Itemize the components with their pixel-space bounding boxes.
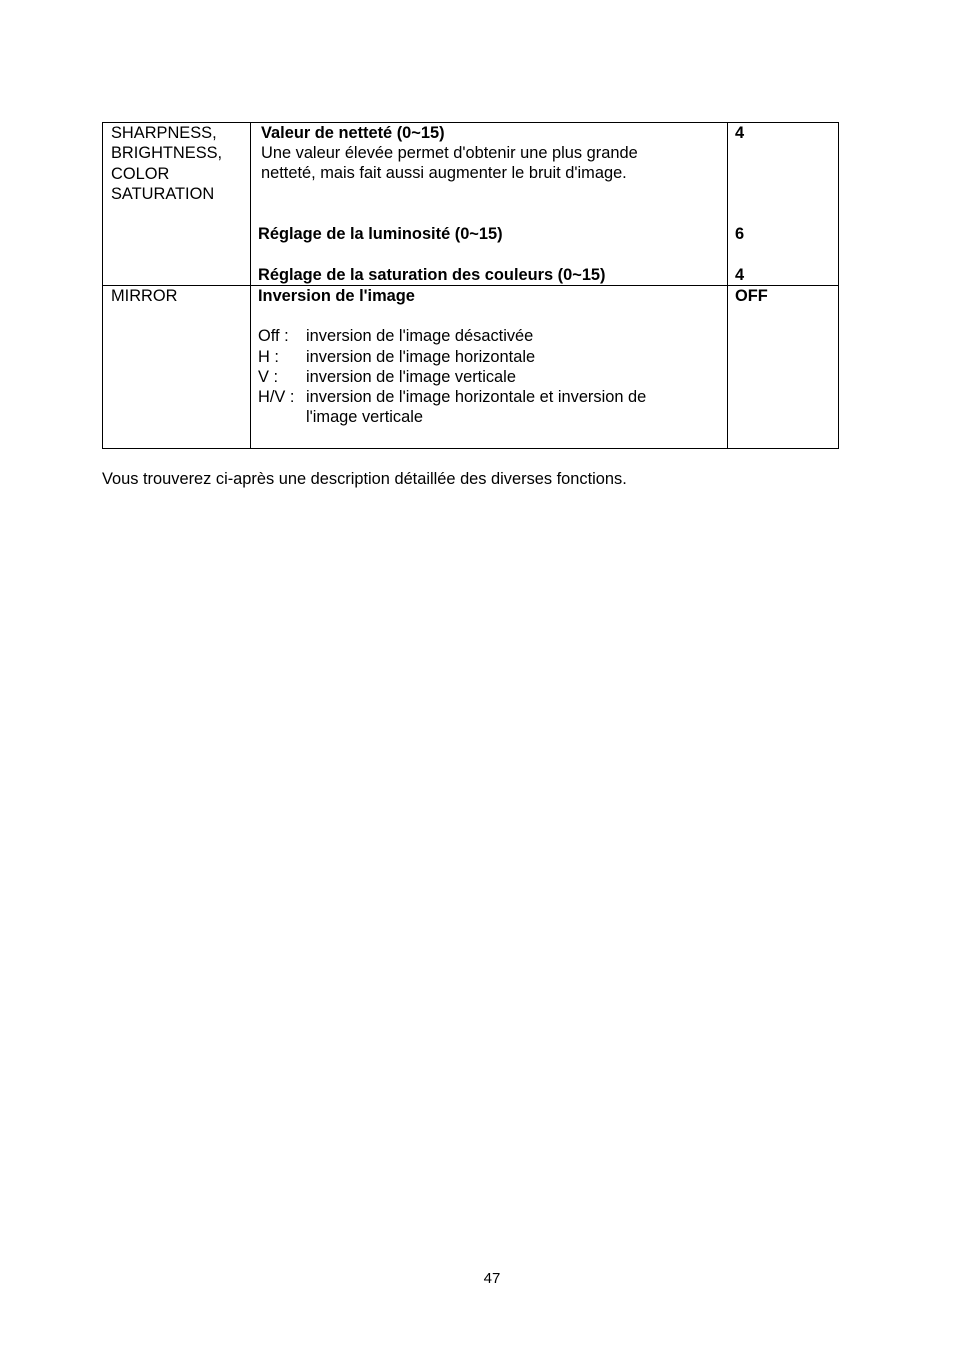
mirror-option-key: H/V :: [258, 388, 295, 406]
mirror-option-key: Off :: [258, 327, 289, 345]
saturation-default-value: 4: [735, 266, 745, 284]
mirror-title: Inversion de l'image: [258, 287, 415, 305]
sharpness-description-line: Une valeur élevée permet d'obtenir une plus grande: [261, 144, 638, 162]
setting-name-mirror: MIRROR: [111, 287, 178, 305]
setting-name-sharpness-brightness-saturation: SHARPNESS, BRIGHTNESS, COLOR SATURATION: [111, 124, 223, 203]
mirror-default-value: OFF: [735, 287, 768, 305]
mirror-option-key: V :: [258, 368, 279, 386]
mirror-option-text: inversion de l'image désactivée: [306, 327, 534, 345]
mirror-option-text: inversion de l'image horizontale et inversion de: [306, 388, 647, 406]
mirror-option-text: inversion de l'image verticale: [306, 368, 516, 386]
table-border-left: [102, 122, 103, 449]
table-border-right: [838, 122, 839, 449]
mirror-option-text: inversion de l'image horizontale: [306, 348, 536, 366]
table-border-bottom: [102, 448, 839, 449]
page-number: 47: [483, 1270, 501, 1287]
intro-paragraph: Vous trouverez ci-après une description détaillée des diverses fonctions.: [102, 470, 627, 488]
mirror-option-key: H :: [258, 348, 279, 366]
table-row-divider: [102, 285, 839, 286]
table-column-divider: [727, 122, 728, 449]
sharpness-title: Valeur de netteté (0~15): [261, 124, 445, 142]
sharpness-default-value: 4: [735, 124, 745, 142]
table-column-divider: [250, 122, 251, 449]
mirror-option-text-continuation: l'image verticale: [306, 408, 423, 426]
sharpness-description-line: netteté, mais fait aussi augmenter le bruit d'image.: [261, 164, 627, 182]
brightness-title: Réglage de la luminosité (0~15): [258, 225, 503, 243]
brightness-default-value: 6: [735, 225, 745, 243]
saturation-title: Réglage de la saturation des couleurs (0~15): [258, 266, 606, 284]
settings-table: [102, 122, 839, 449]
